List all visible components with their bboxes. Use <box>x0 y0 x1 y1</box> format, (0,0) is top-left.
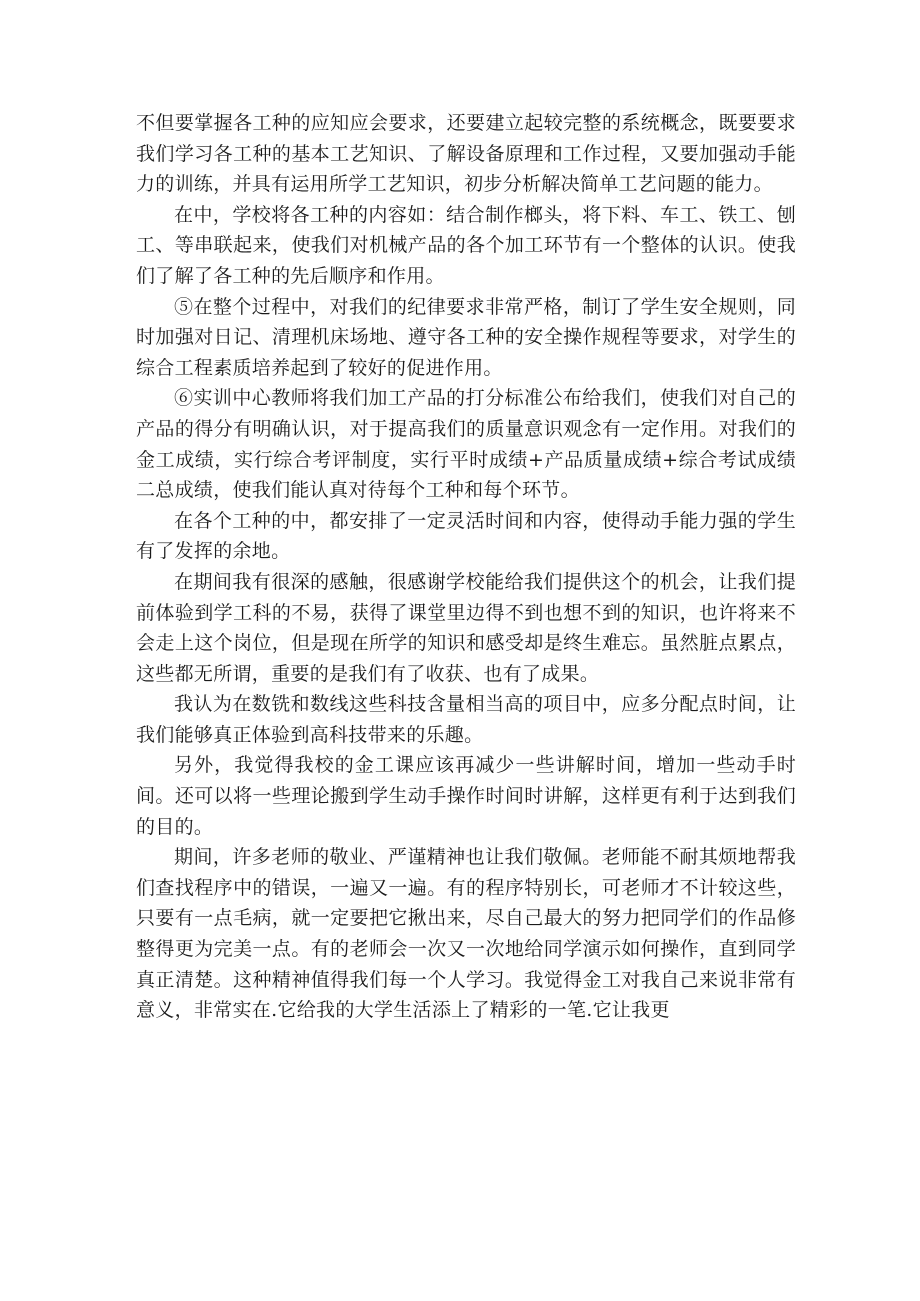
paragraph-1: 不但要掌握各工种的应知应会要求，还要建立起较完整的系统概念，既要要求我们学习各工种的基本工艺知识、了解设备原理和工作过程，又要加强动手能力的训练，并具有运用所学工艺知识，初步分析解决简单工艺问题的能力。 <box>136 112 796 196</box>
paragraph-9: 期间，许多老师的敬业、严谨精神也让我们敬佩。老师能不耐其烦地帮我们查找程序中的错误，一遍又一遍。有的程序特别长，可老师才不计较这些，只要有一点毛病，就一定要把它揪出来，尽自己最大的努力把同学们的作品修整得更为完美一点。有的老师会一次又一次地给同学演示如何操作，直到同学真正清楚。这种精神值得我们每一个人学习。我觉得金工对我自己来说非常有意义，非常实在.它给我的大学生活添上了精彩的一笔.它让我更 <box>136 846 796 1022</box>
paragraph-3: ⑤在整个过程中，对我们的纪律要求非常严格，制订了学生安全规则，同时加强对日记、清理机床场地、遵守各工种的安全操作规程等要求，对学生的综合工程素质培养起到了较好的促进作用。 <box>136 295 796 379</box>
document-body <box>136 108 796 1026</box>
paragraph-2: 在中，学校将各工种的内容如：结合制作榔头，将下料、车工、铁工、刨工、等串联起来，使我们对机械产品的各个加工环节有一个整体的认识。使我们了解了各工种的先后顺序和作用。 <box>136 203 796 287</box>
paragraph-6: 在期间我有很深的感触，很感谢学校能给我们提供这个的机会，让我们提前体验到学工科的不易，获得了课堂里边得不到也想不到的知识，也许将来不会走上这个岗位，但是现在所学的知识和感受却是终生难忘。虽然脏点累点，这些都无所谓，重要的是我们有了收获、也有了成果。 <box>136 570 796 685</box>
paragraph-8: 另外，我觉得我校的金工课应该再减少一些讲解时间，增加一些动手时间。还可以将一些理论搬到学生动手操作时间时讲解，这样更有利于达到我们的目的。 <box>136 754 796 838</box>
paragraph-5: 在各个工种的中，都安排了一定灵活时间和内容，使得动手能力强的学生有了发挥的余地。 <box>136 509 796 563</box>
paragraph-7: 我认为在数铣和数线这些科技含量相当高的项目中，应多分配点时间，让我们能够真正体验到高科技带来的乐趣。 <box>136 693 796 746</box>
paragraph-4: ⑥实训中心教师将我们加工产品的打分标准公布给我们，使我们对自己的产品的得分有明确认识，对于提高我们的质量意识观念有一定作用。对我们的金工成绩，实行综合考评制度，实行平时成绩+产品质量成绩+综合考试成绩二总成绩，使我们能认真对待每个工种和每个环节。 <box>136 387 796 502</box>
